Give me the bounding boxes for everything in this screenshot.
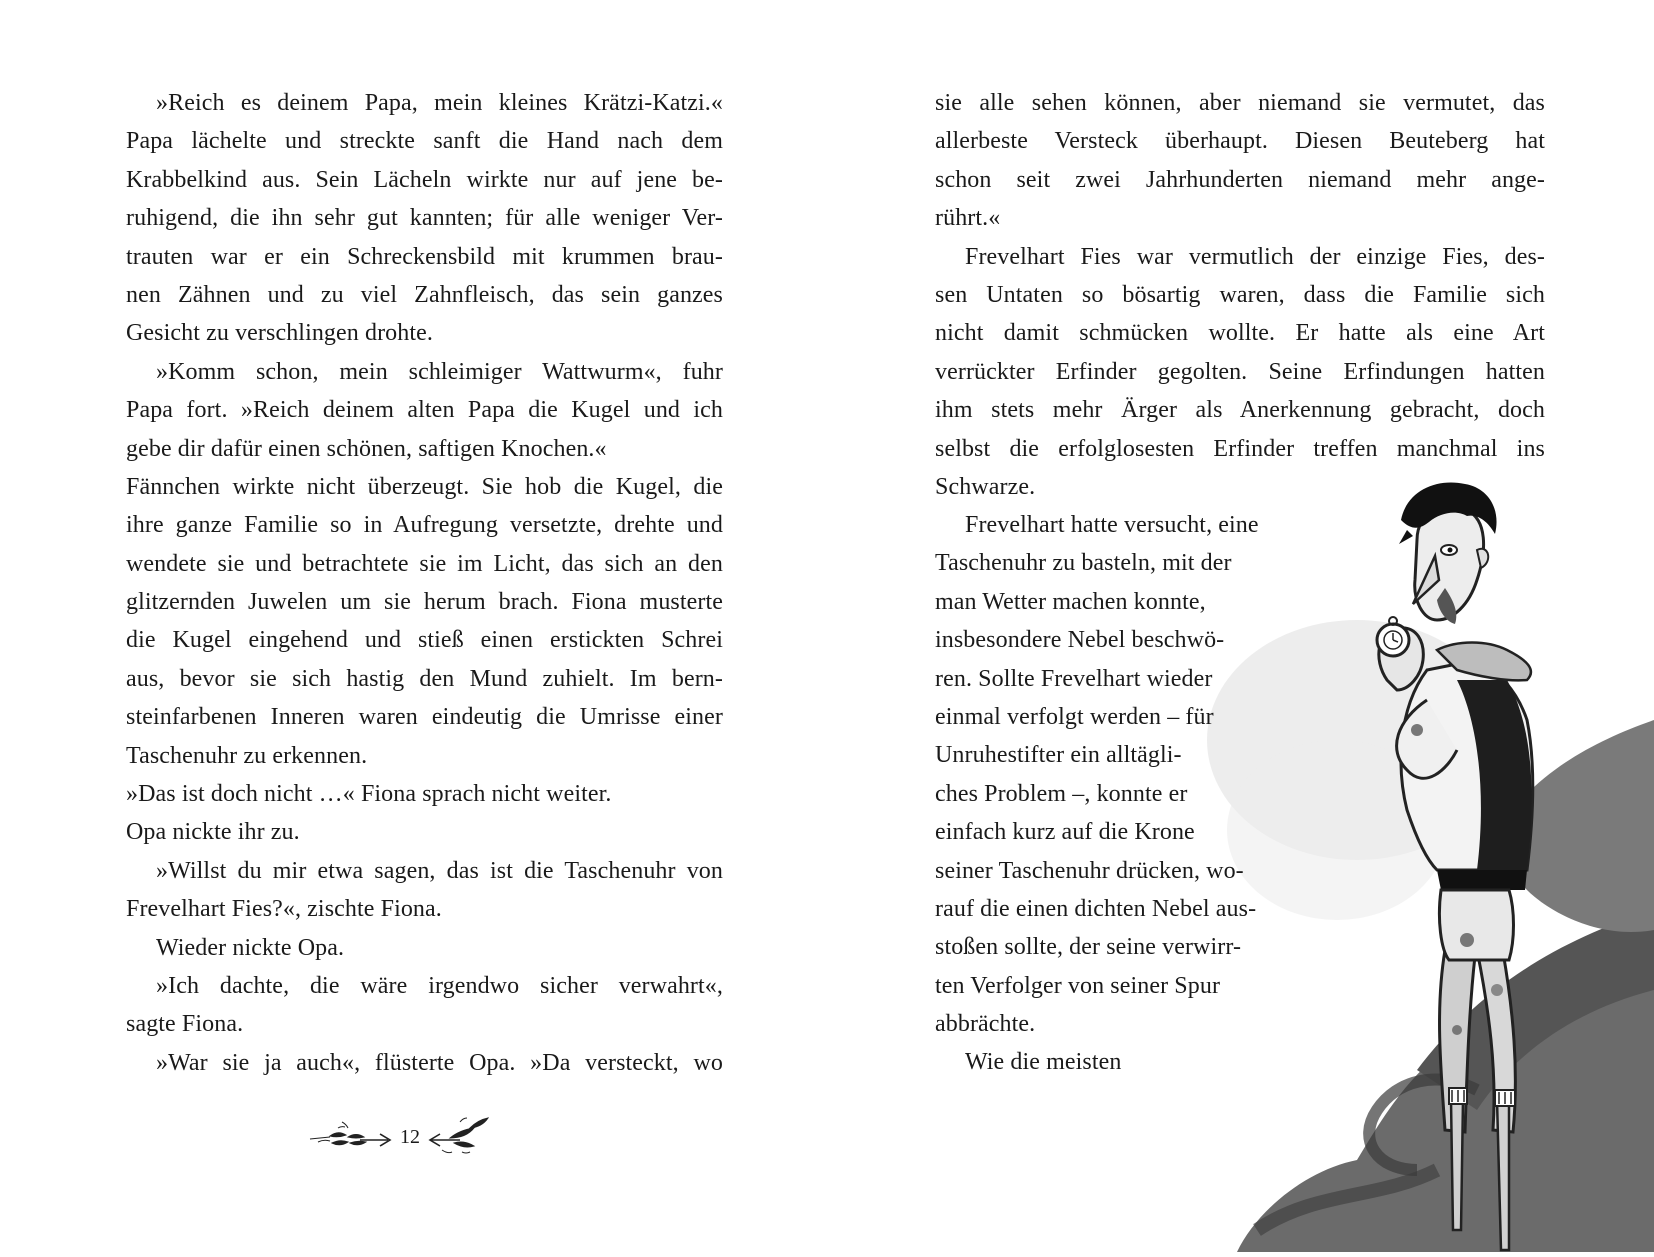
text-line: selbst die erfolglosesten Erfinder treffen manchmal ins xyxy=(935,435,1545,462)
text-line: ihre ganze Familie so in Aufregung versetzte, drehte und xyxy=(126,512,723,539)
text-line: die Kugel eingehend und stieß einen erstickten Schrei xyxy=(126,627,723,654)
text-line: ren. Sollte Frevelhart wieder xyxy=(935,665,1213,692)
text-line: Wieder nickte Opa. xyxy=(156,934,345,961)
text-line: Papa lächelte und streckte sanft die Hand nach dem xyxy=(126,128,723,155)
left-page xyxy=(0,0,827,1252)
text-line: sen Untaten so bösartig waren, dass die Familie sich xyxy=(935,281,1545,308)
text-line: Fännchen wirkte nicht überzeugt. Sie hob die Kugel, die xyxy=(126,473,723,500)
right-page-text xyxy=(935,84,1545,506)
text-line: Taschenuhr zu basteln, mit der xyxy=(935,550,1232,577)
text-line: einfach kurz auf die Krone xyxy=(935,819,1195,846)
text-line: »Komm schon, mein schleimiger Wattwurm«, fuhr xyxy=(156,358,723,385)
text-line: steinfarbenen Inneren waren eindeutig die Umrisse einer xyxy=(126,704,723,731)
text-line: Frevelhart Fies war vermutlich der einzige Fies, des- xyxy=(965,243,1545,270)
page-number: 12 xyxy=(400,1126,420,1148)
page-number-ornament xyxy=(300,1112,520,1162)
text-line: Wie die meisten xyxy=(965,1049,1122,1076)
text-line: »Willst du mir etwa sagen, das ist die Taschenuhr von xyxy=(156,857,723,884)
text-line: »Ich dachte, die wäre irgendwo sicher verwahrt«, xyxy=(156,972,723,999)
text-line: Schwarze. xyxy=(935,473,1036,500)
text-line: wendete sie und betrachtete sie im Licht, das sich an den xyxy=(126,550,723,577)
text-line: sie alle sehen können, aber niemand sie vermutet, das xyxy=(935,90,1545,116)
text-line: ches Problem –, konnte er xyxy=(935,780,1188,807)
text-line: Taschenuhr zu erkennen. xyxy=(126,742,368,769)
right-page xyxy=(827,0,1654,1252)
text-line: einmal verfolgt werden – für xyxy=(935,703,1214,730)
left-page-text xyxy=(126,84,723,1082)
text-line: ten Verfolger von seiner Spur xyxy=(935,972,1221,999)
text-line: glitzernden Juwelen um sie herum brach. Fiona musterte xyxy=(126,589,723,616)
text-line: Papa fort. »Reich deinem alten Papa die Kugel und ich xyxy=(126,397,723,424)
text-line: rührt.« xyxy=(935,205,1001,232)
text-line: trauten war er ein Schreckensbild mit krummen brau- xyxy=(126,243,723,270)
text-line: schon seit zwei Jahrhunderten niemand mehr ange- xyxy=(935,166,1545,193)
text-line: gebe dir dafür einen schönen, saftigen Knochen.« xyxy=(126,435,607,462)
text-line: Frevelhart Fies?«, zischte Fiona. xyxy=(126,896,442,923)
text-line: seiner Taschenuhr drücken, wo- xyxy=(935,857,1244,884)
text-line: abbrächte. xyxy=(935,1011,1036,1038)
text-line: stoßen sollte, der seine verwirr- xyxy=(935,934,1242,961)
text-line: allerbeste Versteck überhaupt. Diesen Beuteberg hat xyxy=(935,128,1545,155)
text-line: rauf die einen dichten Nebel aus- xyxy=(935,895,1257,922)
right-page-wrapped-text xyxy=(935,506,1313,1082)
text-line: verrückter Erfinder gegolten. Seine Erfindungen hatten xyxy=(935,358,1545,385)
text-line: Krabbelkind aus. Sein Lächeln wirkte nur auf jene be- xyxy=(126,166,723,193)
text-line: »War sie ja auch«, flüsterte Opa. »Da versteckt, wo xyxy=(156,1049,723,1076)
text-line: man Wetter machen konnte, xyxy=(935,588,1206,615)
text-line: »Reich es deinem Papa, mein kleines Krätzi-Katzi.« xyxy=(156,90,723,116)
text-line: nen Zähnen und zu viel Zahnfleisch, das sein ganzes xyxy=(126,281,723,308)
text-line: »Das ist doch nicht …« Fiona sprach nicht weiter. xyxy=(126,781,612,808)
text-line: Unruhestifter ein alltägli- xyxy=(935,742,1182,769)
text-line: sagte Fiona. xyxy=(126,1011,244,1038)
text-line: ruhigend, die ihn sehr gut kannten; für alle weniger Ver- xyxy=(126,205,723,232)
text-line: insbesondere Nebel beschwö- xyxy=(935,627,1225,654)
text-line: Opa nickte ihr zu. xyxy=(126,819,300,846)
text-line: Frevelhart hatte versucht, eine xyxy=(965,512,1259,538)
text-line: ihm stets mehr Ärger als Anerkennung gebracht, doch xyxy=(935,397,1545,424)
text-line: nicht damit schmücken wollte. Er hatte als eine Art xyxy=(935,320,1545,347)
text-line: aus, bevor sie sich hastig den Mund zuhielt. Im bern- xyxy=(126,665,723,692)
text-line: Gesicht zu verschlingen drohte. xyxy=(126,320,434,347)
